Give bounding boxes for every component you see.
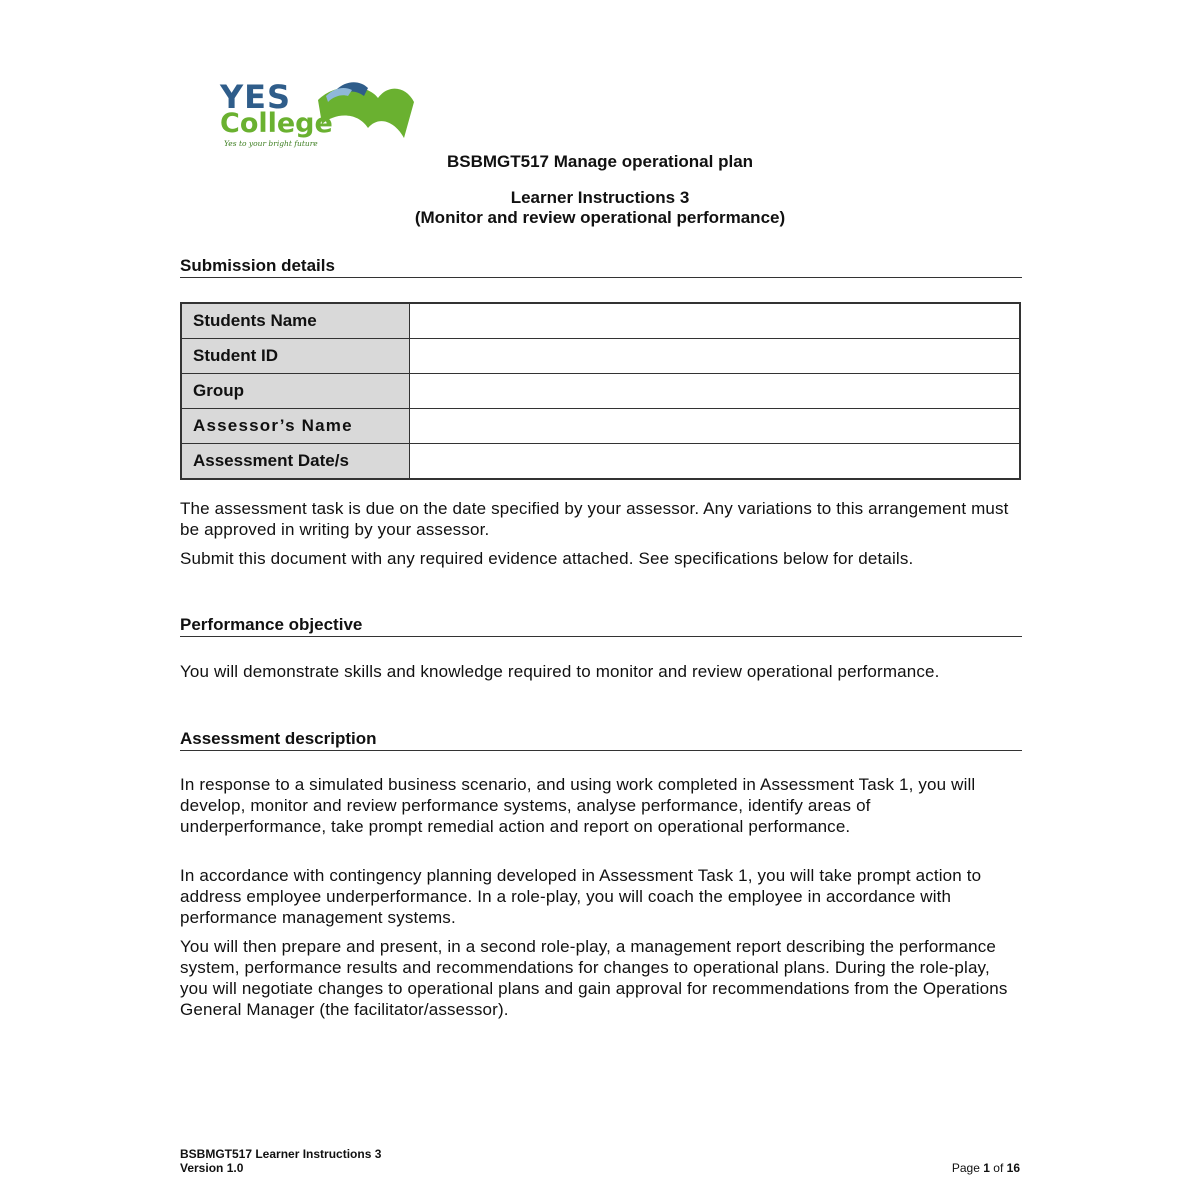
logo-line1: YES (220, 78, 292, 116)
table-row (181, 374, 1020, 409)
instructions-subtitle: (Monitor and review operational performance) (414, 208, 786, 227)
submission-details-table (180, 302, 1021, 480)
group-label: Group (181, 374, 410, 409)
footer-doc-name: BSBMGT517 Learner Instructions 3 (180, 1147, 382, 1161)
performance-objective-text: You will demonstrate skills and knowledge required to monitor and review operational performance. (180, 662, 940, 681)
page-total: 16 (1006, 1161, 1020, 1175)
page-of: of (993, 1161, 1004, 1175)
page-number (952, 1161, 1020, 1175)
performance-objective-heading: Performance objective (180, 615, 1022, 637)
table-row (181, 339, 1020, 374)
student-id-field[interactable] (410, 339, 1021, 374)
due-date-note: The assessment task is due on the date specified by your assessor. Any variations to this arrangement must be approved in writing by your assessor. (180, 499, 1009, 539)
assessment-paragraph-2: In accordance with contingency planning developed in Assessment Task 1, you will take prompt action to address employee underperformance. In a role-play, you will coach the employee in accordance with performance management systems. (180, 866, 982, 927)
yes-college-logo (218, 72, 423, 150)
instructions-title: Learner Instructions 3 (510, 188, 690, 207)
group-field[interactable] (410, 374, 1021, 409)
table-row (181, 409, 1020, 444)
footer-doc-info (180, 1147, 381, 1175)
submission-details-heading: Submission details (180, 256, 1022, 278)
assessment-paragraph-3: You will then prepare and present, in a second role-play, a management report describing the performance system, performance results and recommendations for changes to operational plans. During the role-play, you will negotiate changes to operational plans and gain approval for recommendations from the Operations General Manager (the facilitator/assessor). (180, 937, 1008, 1019)
assessment-dates-label: Assessment Date/s (181, 444, 410, 480)
student-id-label: Student ID (181, 339, 410, 374)
assessment-dates-field[interactable] (410, 444, 1021, 480)
assessment-description-heading: Assessment description (180, 729, 1022, 751)
logo-line2: College (220, 108, 333, 139)
assessment-paragraph-1: In response to a simulated business scenario, and using work completed in Assessment Task 1, you will develop, monitor and review performance systems, analyse performance, identify areas of underperformance, take prompt remedial action and report on operational performance. (180, 775, 976, 836)
submit-note: Submit this document with any required evidence attached. See specifications below for details. (180, 549, 914, 568)
table-row (181, 444, 1020, 480)
page-current: 1 (983, 1161, 990, 1175)
page-prefix: Page (951, 1161, 980, 1175)
assessors-name-field[interactable] (410, 409, 1021, 444)
students-name-label: Students Name (181, 303, 410, 339)
table-row (181, 303, 1020, 339)
assessors-name-label: Assessor’s Name (181, 409, 410, 444)
course-title: BSBMGT517 Manage operational plan (446, 152, 754, 171)
students-name-field[interactable] (410, 303, 1021, 339)
footer-version: Version 1.0 (180, 1161, 244, 1175)
logo-tagline: Yes to your bright future (224, 139, 318, 148)
